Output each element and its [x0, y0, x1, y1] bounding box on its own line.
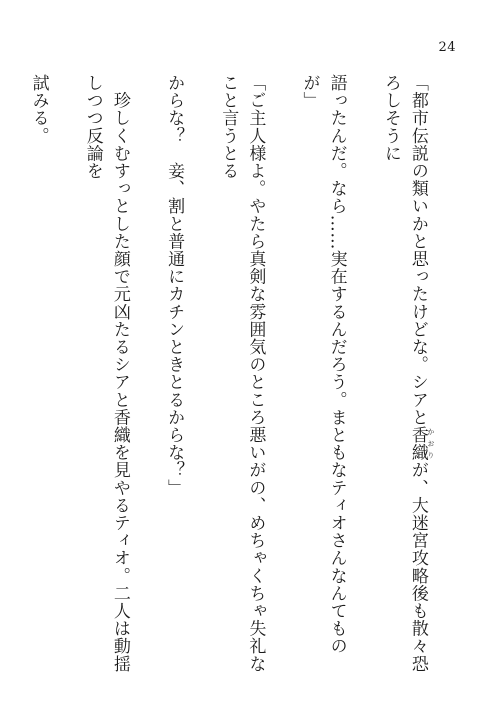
text-line: 珍しくむすっとした顔で元凶たるシアと香織を見やるティオ。二人は動揺しつつ反論を — [82, 74, 130, 673]
text-line: 「都市伝説の類いかと思ったけどな。シアと香織 かおりが、大迷宮攻略後も散々恐ろしそうに — [380, 74, 435, 673]
text-line: 「ご主人様よ。やたら真剣な雰囲気のところ悪いがの、めちゃくちゃ失礼なこと言うとる — [218, 74, 266, 673]
vertical-text-body — [0, 74, 462, 674]
text-line: 試みる。 — [28, 74, 49, 145]
text-line: 語ったんだ。なら……実在するんだろう。まともなティオさんなんてものが」 — [299, 74, 347, 655]
page-number: 24 — [438, 40, 456, 55]
ruby-reading: かおり — [426, 426, 435, 462]
text-line: からな？ 妾、割と普通にカチンときとるからな？」 — [164, 74, 185, 497]
ruby-annotation: 香織 かおり — [407, 426, 435, 462]
